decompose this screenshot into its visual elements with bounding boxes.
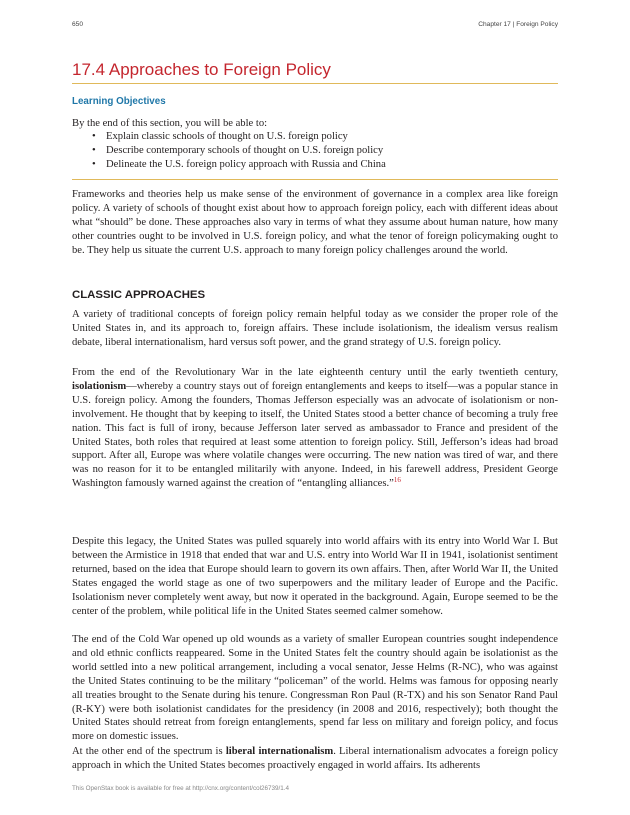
section-title: 17.4 Approaches to Foreign Policy	[72, 60, 331, 79]
learning-objectives-divider	[72, 179, 558, 180]
title-divider	[72, 83, 558, 84]
chapter-title: Chapter 17 | Foreign Policy	[478, 21, 558, 28]
learning-objective-item: • Describe contemporary schools of thought on U.S. foreign policy	[72, 144, 386, 158]
intro-paragraph: Frameworks and theories help us make sense of the environment of governance in a complex area like foreign policy. A variety of schools of thought exist about how to approach foreign policy, each with different ideas about what “should” be done. These approaches also vary in terms of what they assume about human nature, how many other countries ought to be involved in U.S. foreign policy, and what the tenor of foreign policymaking ought to be. They help us situate the current U.S. approach to many foreign policy challenges around the world.	[72, 189, 558, 256]
classic-approaches-paragraph: A variety of traditional concepts of foreign policy remain helpful today as we consider the proper role of the United States in, and its approach to, foreign affairs. These include isolationism, the idealism versus realism debate, liberal internationalism, hard versus soft power, and the grand strategy of U.S. foreign policy.	[72, 309, 558, 348]
page-footer: This OpenStax book is available for free at http://cnx.org/content/col26739/1.4	[72, 785, 290, 792]
learning-objectives-title: Learning Objectives	[72, 96, 166, 107]
classic-approaches-heading: CLASSIC APPROACHES	[72, 289, 206, 301]
learning-objective-item: • Explain classic schools of thought on U.S. foreign policy	[72, 130, 386, 144]
learning-objective-item: • Delineate the U.S. foreign policy approach with Russia and China	[72, 158, 386, 172]
footnote-reference-16[interactable]: 16	[393, 476, 401, 485]
isolationism-text-after: —whereby a country stays out of foreign entanglements and keeps to itself—was a popular stance in U.S. foreign policy. Among the founders, Thomas Jefferson especially was an advocate of isolationism or non-involvement. He thought that by keeping to itself, the United States stood a better chance of becoming a truly free nation. This fact is full of irony, because Jefferson later served as ambassador to France and president of the United States, both roles that required at least some attention to foreign policy. Still, Jefferson’s ideas had broad support. After all, Europe was where volatile changes were occurring. The new nation was tired of war, and there was no reason for it to be entangled militarily with anyone. Indeed, in his farewell address, President George Washington famously warned against the creation of “entangling alliances.”	[72, 380, 558, 490]
liberal-internationalism-term: liberal internationalism	[225, 746, 334, 757]
isolationism-term: isolationism	[72, 380, 127, 392]
isolationism-paragraph	[72, 366, 558, 491]
isolationism-text-before: From the end of the Revolutionary War in the late eighteenth century until the early twentieth century,	[72, 367, 558, 378]
learning-objectives-list	[72, 130, 386, 172]
cold-war-paragraph: The end of the Cold War opened up old wounds as a variety of smaller European countries sought independence and old ethnic conflicts reappeared. Some in the United States felt the country should again be isolationist as the world settled into a new political arrangement, including a vocal senator, Jesse Helms (R-NC), who was against the United States continuing to be the military “policeman” of the world. Helms was famous for opposing nearly all treaties brought to the Senate during his tenure. Congressman Ron Paul (R-TX) and his son Senator Rand Paul (R-KY) were both isolationist candidates for the presidency (in 2008 and 2016, respectively); both thought the United States should retreat from foreign entanglements, spend far less on military and foreign policy, and focus more on domestic issues.	[72, 634, 558, 743]
liberal-text-after: . Liberal internationalism advocates a foreign policy approach in which the United States becomes proactively engaged in world affairs. Its adherents	[72, 746, 558, 771]
liberal-internationalism-paragraph	[72, 745, 558, 773]
learning-objectives-intro: By the end of this section, you will be able to:	[72, 118, 268, 129]
liberal-text-before: At the other end of the spectrum is	[72, 746, 223, 757]
page-number: 650	[72, 21, 84, 28]
legacy-paragraph: Despite this legacy, the United States was pulled squarely into world affairs with its entry into World War I. But between the Armistice in 1918 that ended that war and U.S. entry into World War II in 1941, isolationist sentiment returned, based on the idea that Europe should learn to govern its own affairs. Then, after World War II, the United States engaged the world stage as one of two superpowers and the military leader of Europe and the Pacific. Isolationism never completely went away, but now it operated in the background. Again, Europe seemed to be the center of the problem, while political life in the United States seemed calmer somehow.	[72, 536, 558, 617]
